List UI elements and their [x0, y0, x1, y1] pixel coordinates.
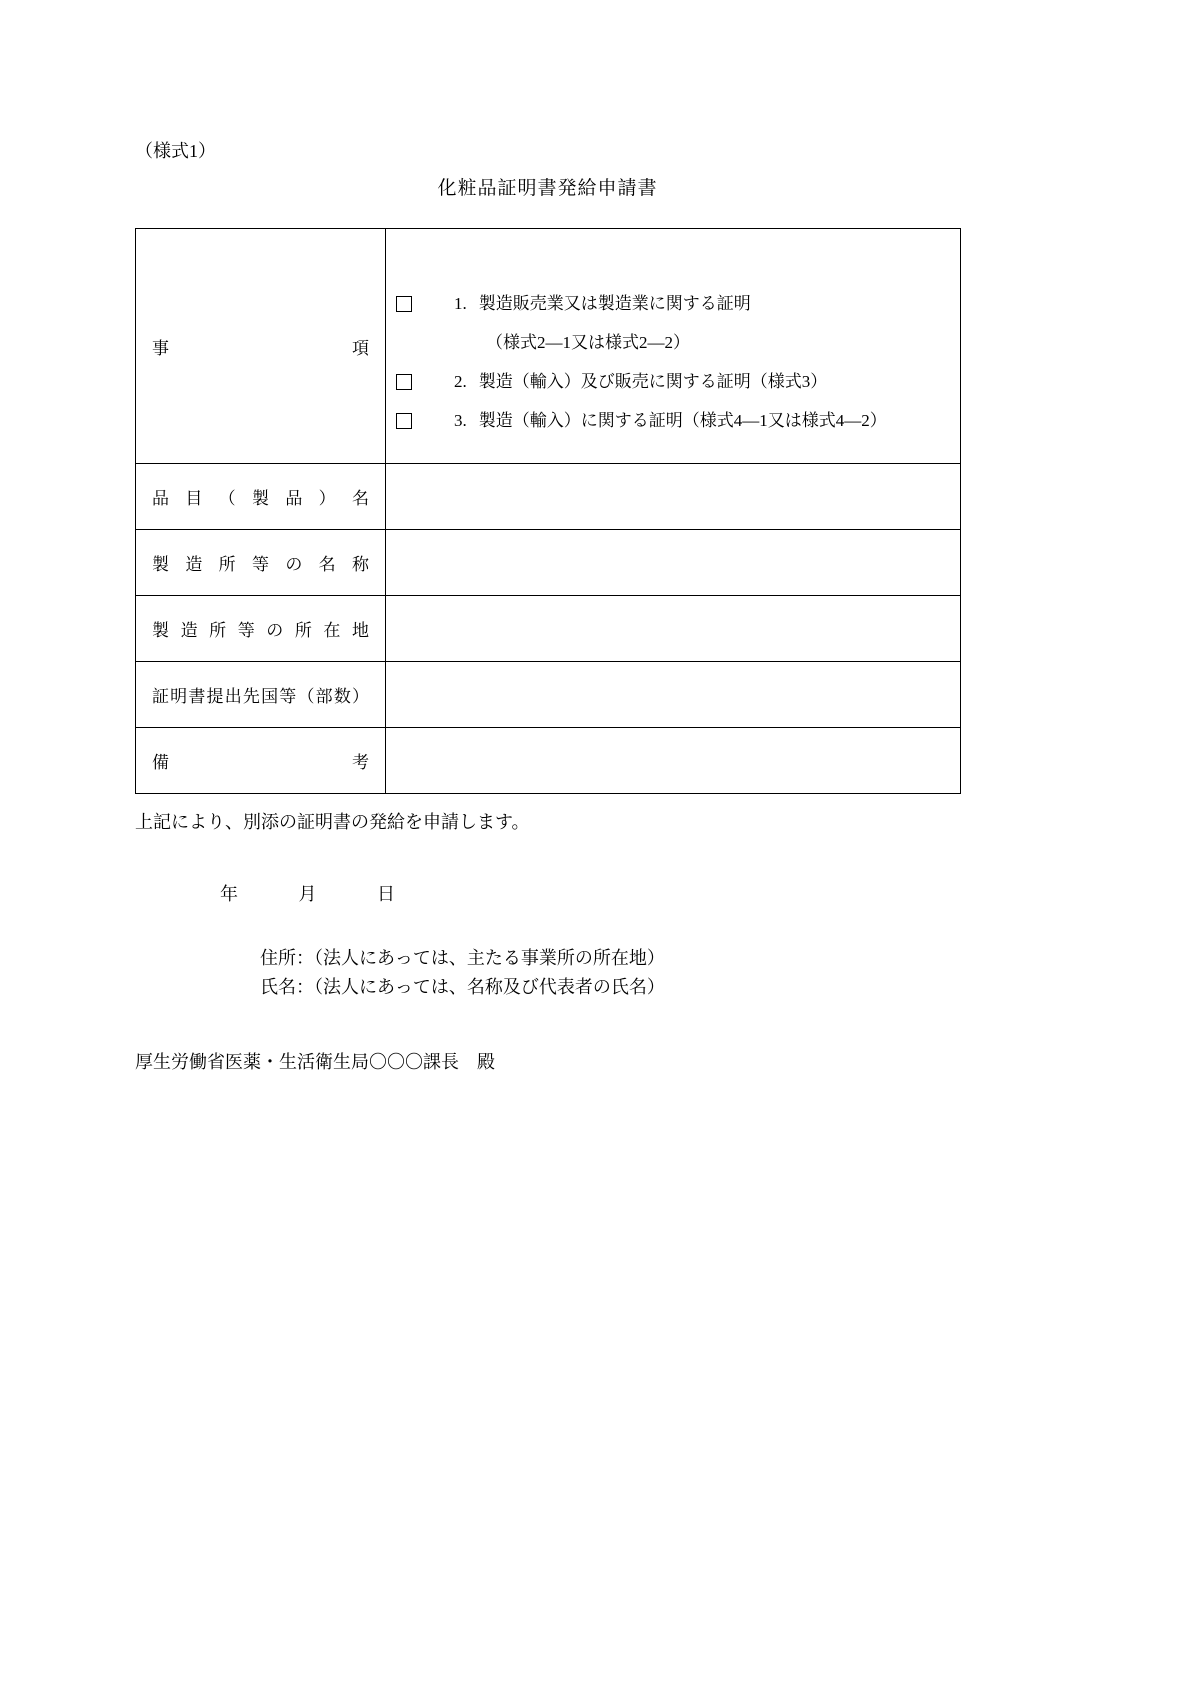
option-2-text: 製造（輸入）及び販売に関する証明（様式3） [478, 372, 828, 391]
row-label-manufacturer-address: 製造所等の所在地 [136, 596, 386, 662]
field-destination-country[interactable] [386, 662, 961, 728]
applicant-name-line: 氏名：（法人にあっては、名称及び代表者の氏名） [260, 977, 665, 997]
row-label-product-name: 品目（製品）名 [136, 464, 386, 530]
application-statement: 上記により、別添の証明書の発給を申請します。 [135, 812, 530, 832]
certificate-option-1 [396, 290, 942, 318]
date-month-label: 月 [298, 884, 317, 904]
row-label-remarks: 備考 [136, 728, 386, 794]
field-remarks[interactable] [386, 728, 961, 794]
certificate-option-3 [396, 407, 942, 435]
row-label-destination-country: 証明書提出先国等（部数） [136, 662, 386, 728]
option-3-text: 製造（輸入）に関する証明（様式4—1又は様式4—2） [478, 411, 887, 430]
row-label-manufacturer-name: 製造所等の名称 [136, 530, 386, 596]
row-label-items: 事項 [136, 229, 386, 464]
table-row-destination-country [136, 662, 961, 728]
field-product-name[interactable] [386, 464, 961, 530]
field-manufacturer-name[interactable] [386, 530, 961, 596]
table-row-manufacturer-name [136, 530, 961, 596]
certificate-option-2 [396, 368, 942, 396]
table-row-manufacturer-address [136, 596, 961, 662]
applicant-block [260, 944, 960, 1002]
option-2-number: 2. [454, 372, 467, 391]
option-1-text: 製造販売業又は製造業に関する証明 [478, 294, 751, 313]
table-row-remarks [136, 728, 961, 794]
field-manufacturer-address[interactable] [386, 596, 961, 662]
certificate-options-cell [386, 229, 961, 464]
table-row-product-name [136, 464, 961, 530]
document-content [135, 138, 960, 1076]
date-year-label: 年 [220, 884, 238, 904]
option-3-number: 3. [454, 411, 467, 430]
option-1-number: 1. [454, 294, 467, 313]
date-day-label: 日 [377, 884, 395, 904]
checkbox-option-1[interactable] [396, 296, 412, 312]
addressee-title: 厚生労働省医薬・生活衛生局〇〇〇課長 [135, 1052, 459, 1072]
date-line [220, 880, 960, 908]
application-form-table [135, 228, 961, 794]
form-number-label: （様式1） [135, 141, 216, 161]
addressee-honorific: 殿 [477, 1052, 495, 1072]
option-1-note: （様式2—1又は様式2—2） [486, 333, 690, 352]
checkbox-option-3[interactable] [396, 413, 412, 429]
addressee-line [135, 1048, 960, 1076]
applicant-address-line: 住所：（法人にあっては、主たる事業所の所在地） [260, 948, 665, 968]
checkbox-option-2[interactable] [396, 374, 412, 390]
table-row-items [136, 229, 961, 464]
document-title: 化粧品証明書発給申請書 [437, 178, 658, 199]
